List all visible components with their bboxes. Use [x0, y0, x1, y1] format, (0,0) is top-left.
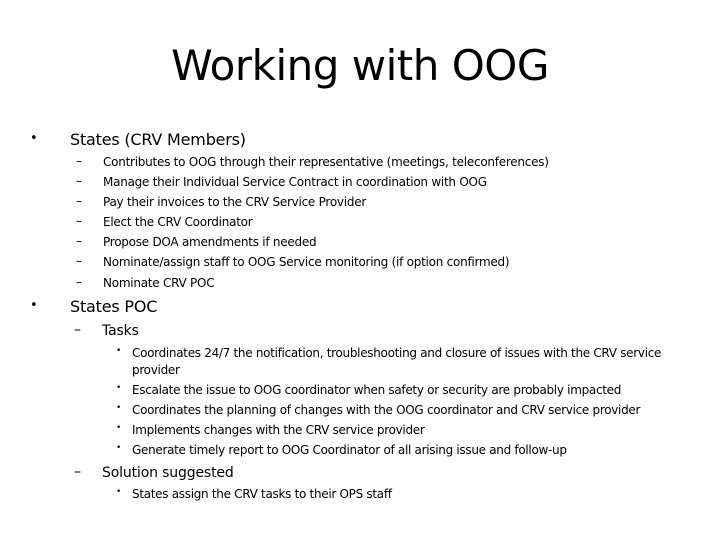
- bullet-marker: •: [30, 131, 38, 146]
- list-item-text: Escalate the issue to OOG coordinator when safety or security are probably impacted: [132, 383, 622, 397]
- dash-marker: –: [76, 194, 82, 208]
- list-item-text: Contributes to OOG through their representative (meetings, teleconferences): [103, 155, 549, 169]
- list-item-text: Coordinates the planning of changes with the OOG coordinator and CRV service provider: [132, 403, 641, 417]
- list-item-text: Pay their invoices to the CRV Service Provider: [103, 195, 367, 209]
- dash-marker: –: [76, 234, 82, 248]
- list-item-text: Propose DOA amendments if needed: [103, 235, 317, 249]
- list-item-text: Nominate/assign staff to OOG Service monitoring (if option confirmed): [103, 255, 510, 269]
- dash-marker: –: [76, 154, 82, 168]
- bullet-marker: •: [116, 403, 122, 413]
- subsection-heading: Tasks: [102, 323, 139, 339]
- subsection-heading: Solution suggested: [102, 465, 234, 481]
- list-item-text: Generate timely report to OOG Coordinator of all arising issue and follow-up: [132, 443, 567, 457]
- dash-marker: –: [76, 254, 82, 268]
- section-heading: States (CRV Members): [70, 130, 246, 149]
- dash-marker: –: [74, 322, 81, 338]
- bullet-marker: •: [116, 443, 122, 453]
- list-item-text: Manage their Individual Service Contract in coordination with OOG: [103, 175, 487, 189]
- bullet-marker: •: [116, 383, 122, 393]
- dash-marker: –: [76, 214, 82, 228]
- list-item-text: States assign the CRV tasks to their OPS staff: [132, 487, 392, 501]
- dash-marker: –: [76, 275, 82, 289]
- list-item-text: Elect the CRV Coordinator: [103, 215, 253, 229]
- dash-marker: –: [76, 174, 82, 188]
- list-item-text: Coordinates 24/7 the notification, troubleshooting and closure of issues with the CRV service provider: [132, 346, 662, 377]
- list-item-text: Implements changes with the CRV service provider: [132, 423, 425, 437]
- bullet-marker: •: [30, 298, 38, 313]
- slide-title: Working with OOG: [171, 41, 549, 90]
- dash-marker: –: [74, 464, 81, 480]
- bullet-marker: •: [116, 423, 122, 433]
- section-heading: States POC: [70, 297, 158, 316]
- bullet-marker: •: [116, 346, 122, 356]
- bullet-marker: •: [116, 487, 122, 497]
- list-item-text: Nominate CRV POC: [103, 276, 215, 290]
